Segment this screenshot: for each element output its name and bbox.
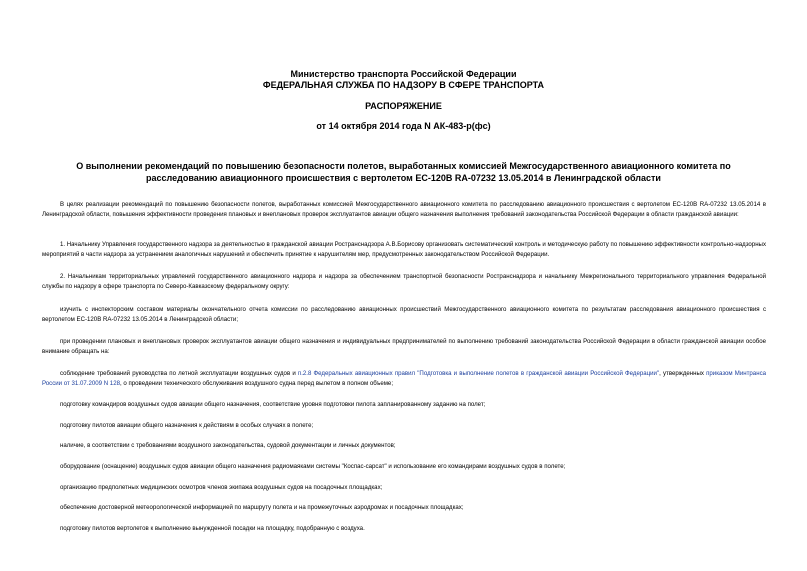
compliance-text-middle: , утвержденных — [659, 370, 707, 377]
compliance-text-end: , о проведении технического обслуживания воздушного судна перед вылетом в полном объеме; — [119, 380, 394, 387]
item-2-study-paragraph: изучить с инспекторским составом материалы окончательного отчета комиссии по расследованию авиационных происшествий Межгосударственного авиационного комитета по результатам расследования авиационного происшествия с вертолетом ЕС-120В RA-07232 13.05.2014 в Ленинградской области; — [42, 306, 766, 323]
document-date-number: от 14 октября 2014 года N АК-483-р(фс) — [316, 121, 491, 131]
list-item: обеспечение достоверной метеорологической информацией по маршруту полета и на промежуточных аэродромах и посадочных площадках; — [60, 504, 464, 511]
list-item: подготовку пилотов вертолетов к выполнению вынужденной посадки на площадку, подобранную с воздуха. — [60, 525, 365, 532]
list-item: наличие, в соответствии с требованиями воздушного законодательства, судовой документации и личных документов; — [60, 442, 396, 449]
list-item: подготовку командиров воздушных судов авиации общего назначения, соответствие уровня подготовки пилота запланированному заданию на полет; — [60, 401, 486, 408]
service-name: ФЕДЕРАЛЬНАЯ СЛУЖБА ПО НАДЗОРУ В СФЕРЕ ТРАНСПОРТА — [262, 80, 545, 90]
ministry-name: Министерство транспорта Российской Федерации — [290, 69, 517, 79]
list-item: организацию предполетных медицинских осмотров членов экипажа воздушных судов на посадочных площадках; — [60, 484, 383, 491]
item-2-inspections-paragraph: при проведении плановых и внеплановых проверок эксплуатантов авиации общего назначения и индивидуальных предпринимателей по выполнению требований законодательства Российской Федерации в области гражданской авиации особое внимание обращать на: — [42, 338, 766, 355]
list-item: оборудование (оснащение) воздушных судов авиации общего назначения радиомаяками системы "Коспас-сарсат" и использование его командирами воздушных судов в полете; — [60, 463, 566, 470]
fap-link[interactable]: п.2.8 Федеральных авиационных правил "Подготовка и выполнение полетов в гражданской авиации Российской Федерации" — [297, 370, 660, 377]
order-link[interactable]: приказом Минтранса России от 31.07.2009 N 128 — [42, 370, 767, 387]
list-item: подготовку пилотов авиации общего назначения к действиям в особых случаях в полете; — [60, 422, 314, 429]
document-title: О выполнении рекомендаций по повышению безопасности полетов, выработанных комиссией Межгосударственного авиационного комитета по расследованию авиационного происшествия с вертолетом ЕС-120В RA-07232 13.05.2014 в Ленинградской области — [76, 161, 731, 183]
item-2-paragraph: 2. Начальникам территориальных управлений государственного авиационного надзора и надзора за обеспечением транспортной безопасности Ространснадзора и начальнику Межрегионального территориального управления Федеральной службы по надзору в сфере транспорта по Северо-Кавказскому федеральному округу: — [42, 273, 766, 290]
compliance-paragraph — [42, 369, 766, 389]
compliance-text-start: соблюдение требований руководства по летной эксплуатации воздушных судов и — [60, 370, 298, 377]
item-1-paragraph: 1. Начальнику Управления государственного надзора за деятельностью в гражданской авиации Ространснадзора А.В.Борисову организовать систематический контроль и методическую работу по повышению эффективности контрольно-надзорных мероприятий в части надзора за устранением аналогичных нарушений и обеспечить принятие к нарушителям мер, предусмотренных законодательством Российской Федерации. — [42, 241, 766, 258]
document-type: РАСПОРЯЖЕНИЕ — [365, 101, 442, 111]
intro-paragraph: В целях реализации рекомендаций по повышению безопасности полетов, выработанных комиссией Межгосударственного авиационного комитета по расследованию авиационного происшествия с вертолетом ЕС-120В RA-07232 13.05.2014 в Ленинградской области, повышения эффективности проведения плановых и внеплановых проверок эксплуатантов авиации общего назначения выполнения требований законодательства Российской Федерации в области гражданской авиации: — [42, 201, 766, 218]
